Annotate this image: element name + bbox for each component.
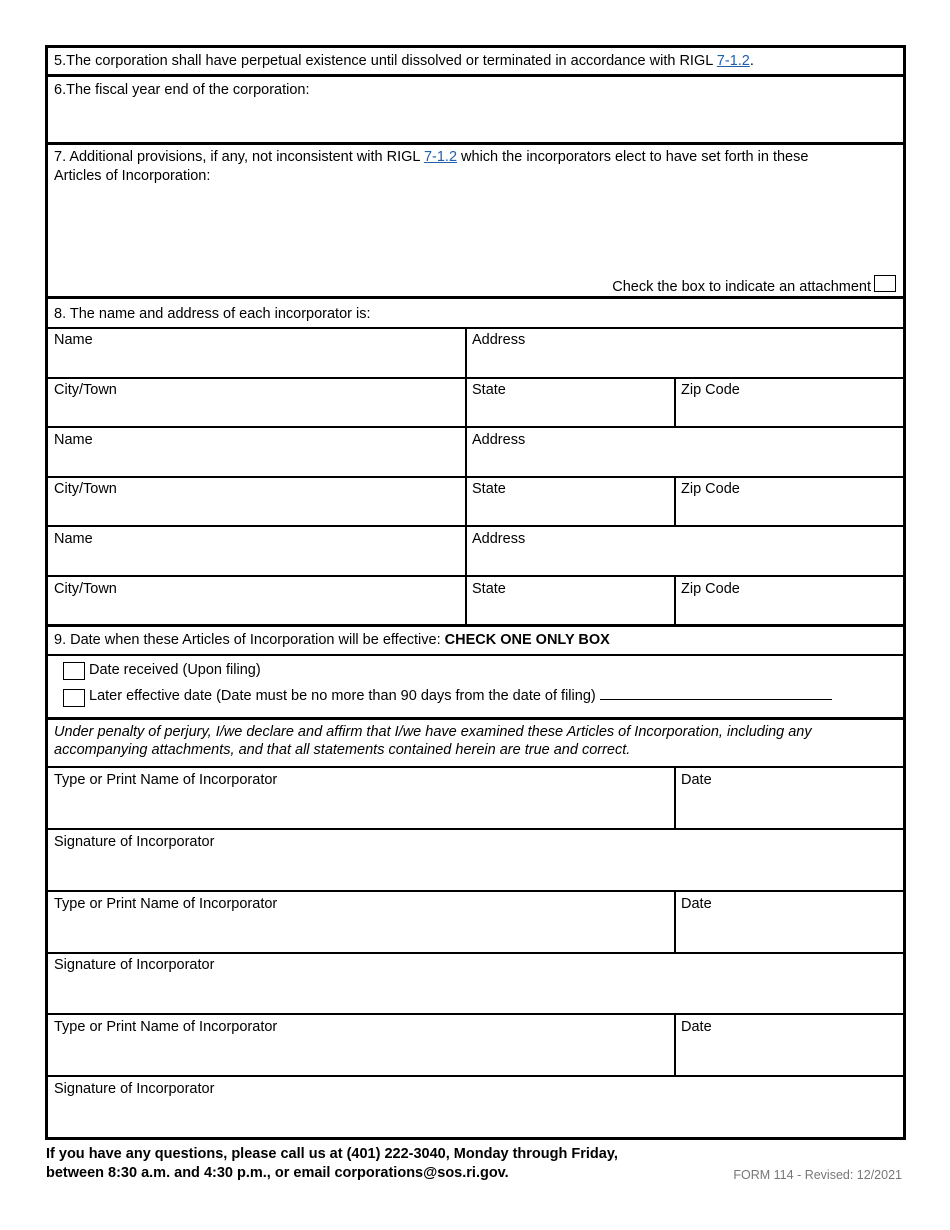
city-field-1[interactable]: City/Town bbox=[54, 382, 117, 398]
declaration-text: Under penalty of perjury, I/we declare and affirm that I/we have examined these Articles of Incorporation, including any accompanying attachments, and that all statements contained herein are true and correct. bbox=[54, 724, 812, 758]
item7-line1 bbox=[54, 148, 808, 166]
signature-field-1[interactable]: Signature of Incorporator bbox=[54, 834, 215, 850]
divider bbox=[48, 952, 903, 954]
later-date-row bbox=[89, 687, 832, 705]
column-divider bbox=[465, 328, 467, 625]
divider bbox=[48, 74, 903, 77]
additional-provisions-input[interactable] bbox=[48, 186, 903, 276]
column-divider bbox=[674, 575, 676, 625]
signature-field-3[interactable]: Signature of Incorporator bbox=[54, 1081, 215, 1097]
column-divider bbox=[674, 891, 676, 953]
divider bbox=[48, 327, 903, 329]
divider bbox=[48, 828, 903, 830]
rigl-link[interactable]: 7-1.2 bbox=[716, 53, 750, 69]
address-field-1[interactable]: Address bbox=[472, 332, 526, 348]
name-field-2[interactable]: Name bbox=[54, 432, 93, 448]
date-received-checkbox[interactable] bbox=[63, 662, 85, 680]
name-field-3[interactable]: Name bbox=[54, 531, 93, 547]
address-field-2[interactable]: Address bbox=[472, 432, 526, 448]
item7-label: 7. Additional provisions, if any, not inconsistent with RIGL bbox=[54, 149, 424, 165]
state-field-1[interactable]: State bbox=[472, 382, 506, 398]
date-field-2[interactable]: Date bbox=[681, 896, 712, 912]
column-divider bbox=[674, 377, 676, 427]
contact-info-line2: between 8:30 a.m. and 4:30 p.m., or email corporations@sos.ri.gov. bbox=[46, 1165, 509, 1181]
column-divider bbox=[674, 1014, 676, 1076]
zip-field-2[interactable]: Zip Code bbox=[681, 481, 740, 497]
item8-header: 8. The name and address of each incorporator is: bbox=[54, 306, 371, 322]
later-date-input[interactable] bbox=[600, 687, 832, 700]
divider bbox=[48, 890, 903, 892]
divider bbox=[48, 766, 903, 768]
item6-label: 6.The fiscal year end of the corporation: bbox=[54, 82, 310, 98]
later-date-checkbox[interactable] bbox=[63, 689, 85, 707]
divider bbox=[48, 525, 903, 527]
address-field-3[interactable]: Address bbox=[472, 531, 526, 547]
zip-field-1[interactable]: Zip Code bbox=[681, 382, 740, 398]
divider bbox=[48, 575, 903, 577]
item5-label: 5.The corporation shall have perpetual existence until dissolved or terminated in accordance with RIGL bbox=[54, 53, 717, 69]
print-name-field-2[interactable]: Type or Print Name of Incorporator bbox=[54, 896, 278, 912]
divider bbox=[48, 1013, 903, 1015]
item9-instruction: CHECK ONE ONLY BOX bbox=[444, 632, 610, 648]
name-field-1[interactable]: Name bbox=[54, 332, 93, 348]
divider bbox=[48, 476, 903, 478]
item5-suffix: . bbox=[749, 53, 754, 69]
divider bbox=[48, 377, 903, 379]
divider bbox=[48, 654, 903, 656]
item7-label-cont: which the incorporators elect to have set forth in these bbox=[457, 149, 809, 165]
fiscal-year-input[interactable] bbox=[48, 98, 903, 142]
form-number: FORM 114 - Revised: 12/2021 bbox=[733, 1168, 902, 1182]
attachment-label: Check the box to indicate an attachment bbox=[612, 279, 871, 295]
articles-form-frame bbox=[45, 45, 906, 1140]
date-field-3[interactable]: Date bbox=[681, 1019, 712, 1035]
attachment-checkbox[interactable] bbox=[874, 275, 896, 292]
contact-info-line1: If you have any questions, please call us at (401) 222-3040, Monday through Friday, bbox=[46, 1146, 618, 1162]
column-divider bbox=[674, 767, 676, 829]
date-field-1[interactable]: Date bbox=[681, 772, 712, 788]
city-field-3[interactable]: City/Town bbox=[54, 581, 117, 597]
rigl-link[interactable]: 7-1.2 bbox=[423, 149, 458, 165]
item9-header bbox=[54, 631, 610, 649]
state-field-3[interactable]: State bbox=[472, 581, 506, 597]
item9-label: 9. Date when these Articles of Incorporation will be effective: bbox=[54, 632, 445, 648]
zip-field-3[interactable]: Zip Code bbox=[681, 581, 740, 597]
print-name-field-1[interactable]: Type or Print Name of Incorporator bbox=[54, 772, 278, 788]
divider bbox=[48, 296, 903, 299]
item5-text bbox=[54, 52, 754, 70]
signature-field-2[interactable]: Signature of Incorporator bbox=[54, 957, 215, 973]
state-field-2[interactable]: State bbox=[472, 481, 506, 497]
divider bbox=[48, 624, 903, 627]
column-divider bbox=[674, 476, 676, 526]
print-name-field-3[interactable]: Type or Print Name of Incorporator bbox=[54, 1019, 278, 1035]
divider bbox=[48, 142, 903, 145]
item7-line2: Articles of Incorporation: bbox=[54, 168, 211, 184]
later-date-label: Later effective date (Date must be no more than 90 days from the date of filing) bbox=[89, 688, 596, 704]
divider bbox=[48, 426, 903, 428]
divider bbox=[48, 717, 903, 720]
date-received-label: Date received (Upon filing) bbox=[89, 662, 261, 678]
city-field-2[interactable]: City/Town bbox=[54, 481, 117, 497]
divider bbox=[48, 1075, 903, 1077]
